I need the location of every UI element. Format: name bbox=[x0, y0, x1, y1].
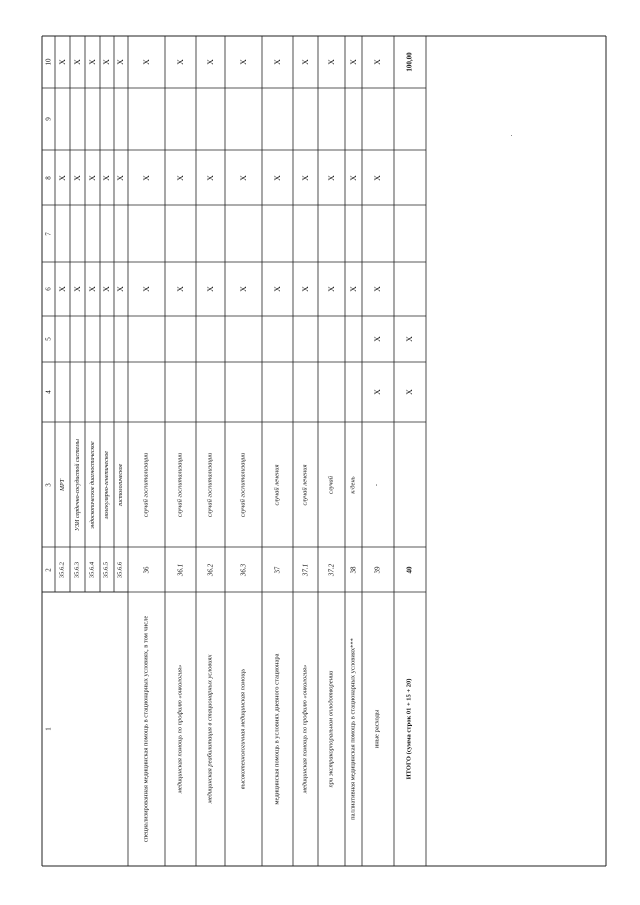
row-unit: случай лечения bbox=[273, 463, 281, 506]
row-col5-mark: Х bbox=[404, 336, 414, 342]
column-header-4: 4 bbox=[43, 390, 52, 394]
row-col8-mark: Х bbox=[141, 174, 151, 181]
subrow-col6-mark: Х bbox=[72, 286, 82, 292]
row-label: паллиативная медицинская помощь в стационарных условиях*** bbox=[349, 638, 357, 820]
row-col6-mark: Х bbox=[300, 286, 310, 292]
row-col6-mark: Х bbox=[238, 286, 248, 292]
row-col10-value: 100,00 bbox=[405, 52, 414, 72]
row-col6-mark: Х bbox=[272, 286, 282, 292]
row-label: ИТОГО (сумма строк 01 + 15 + 20) bbox=[405, 678, 413, 780]
row-col8-mark: Х bbox=[348, 174, 358, 181]
row-unit: случай лечения bbox=[301, 463, 309, 506]
column-header-2: 2 bbox=[43, 567, 52, 572]
row-col10-value: Х bbox=[175, 59, 185, 65]
column-header-10: 10 bbox=[43, 58, 52, 66]
row-col4-mark bbox=[345, 362, 362, 422]
row-col10-value: Х bbox=[300, 59, 310, 65]
subrow-name: эндоскопическое диагностическое bbox=[89, 440, 96, 529]
row-col5-mark bbox=[345, 316, 362, 362]
row-label: медицинская реабилитация в стационарных условиях bbox=[206, 654, 214, 804]
subrow-col10-mark: Х bbox=[57, 59, 67, 65]
subrow-col8-mark: Х bbox=[101, 174, 111, 181]
row-col10-value: Х bbox=[326, 59, 336, 65]
row-label: медицинская помощь в условиях дневного стационара bbox=[273, 653, 281, 805]
subrow-name: молекулярно-генетическое bbox=[103, 450, 110, 519]
row-number: 38 bbox=[348, 566, 357, 573]
subrow-col6-mark: Х bbox=[101, 286, 111, 292]
subrow-col6-mark: Х bbox=[115, 286, 125, 292]
row-label: специализированная медицинская помощь в стационарных условиях, в том числе bbox=[142, 615, 150, 843]
row-col8-mark: Х bbox=[300, 174, 310, 181]
row-col5-mark bbox=[128, 316, 165, 362]
row-col6-mark: Х bbox=[348, 286, 358, 292]
row-unit: - bbox=[373, 483, 381, 486]
subrow-number: 35.6.3 bbox=[73, 561, 81, 578]
row-col10-value: Х bbox=[141, 59, 151, 65]
subrow-col6-mark: Х bbox=[87, 286, 97, 292]
subrow-col10-mark: Х bbox=[101, 59, 111, 65]
scan-speck bbox=[511, 135, 512, 136]
row-number: 37 bbox=[272, 566, 281, 573]
column-header-3: 3 bbox=[43, 482, 52, 487]
subrow-col10-mark: Х bbox=[72, 59, 82, 65]
subrow-col8-mark: Х bbox=[87, 174, 97, 181]
row-col6-mark: Х bbox=[372, 286, 382, 292]
row-col5-mark: Х bbox=[372, 336, 382, 342]
row-unit: к/день bbox=[349, 475, 357, 494]
row-col5-mark bbox=[293, 316, 318, 362]
row-col10-value: Х bbox=[372, 59, 382, 65]
row-col4-mark bbox=[318, 362, 345, 422]
subrow-name: гистологическое bbox=[117, 463, 124, 506]
subrow-col10-mark: Х bbox=[115, 59, 125, 65]
row-col8-mark: Х bbox=[326, 174, 336, 181]
row-number: 36.2 bbox=[205, 563, 214, 576]
subrow-col10-mark: Х bbox=[87, 59, 97, 65]
row-col4-mark bbox=[196, 362, 225, 422]
column-header-5: 5 bbox=[43, 337, 52, 341]
subrow-col8-mark: Х bbox=[115, 174, 125, 181]
column-header-6: 6 bbox=[43, 287, 52, 291]
row-unit: случай госпитализации bbox=[176, 452, 184, 517]
row-col4-mark: Х bbox=[372, 389, 382, 395]
row-number: 36.3 bbox=[238, 563, 247, 576]
subrow-col6-mark: Х bbox=[57, 286, 67, 292]
column-header-8: 8 bbox=[43, 175, 52, 180]
row-number: 39 bbox=[373, 566, 382, 573]
row-col10-value: Х bbox=[205, 59, 215, 65]
row-number: 37.2 bbox=[326, 563, 335, 576]
subrow-number: 35.6.4 bbox=[88, 561, 96, 578]
row-label: при экстракорпоральном оплодотворении bbox=[327, 670, 335, 788]
row-col8-mark: Х bbox=[205, 174, 215, 181]
row-label: иные расходы bbox=[373, 709, 381, 749]
row-col6-mark: Х bbox=[175, 286, 185, 292]
column-header-1: 1 bbox=[43, 727, 52, 731]
row-col4-mark bbox=[225, 362, 262, 422]
row-unit: случай госпитализации bbox=[239, 452, 247, 517]
row-label: медицинская помощь по профилю «онкология» bbox=[301, 664, 309, 794]
row-col8-mark: Х bbox=[272, 174, 282, 181]
row-col10-value: Х bbox=[348, 59, 358, 65]
row-label: высокотехнологичная медицинская помощь bbox=[239, 668, 247, 790]
subrow-name: УЗИ сердечно-сосудистой системы bbox=[74, 438, 81, 531]
row-col10-value: Х bbox=[272, 59, 282, 65]
row-number: 40 bbox=[405, 566, 414, 573]
subrow-name: МРТ bbox=[59, 478, 66, 491]
row-unit: случай bbox=[327, 475, 335, 494]
row-col4-mark bbox=[165, 362, 196, 422]
row-col5-mark bbox=[262, 316, 293, 362]
row-col8-mark: Х bbox=[238, 174, 248, 181]
row-col8-mark bbox=[394, 150, 426, 205]
subrow-number: 35.6.6 bbox=[116, 561, 124, 578]
row-number: 36 bbox=[141, 566, 150, 573]
row-number: 36.1 bbox=[175, 563, 184, 576]
row-col6-mark: Х bbox=[205, 286, 215, 292]
row-col8-mark: Х bbox=[372, 174, 382, 181]
subrow-number: 35.6.5 bbox=[102, 561, 110, 578]
column-header-7: 7 bbox=[43, 231, 52, 236]
row-col5-mark bbox=[225, 316, 262, 362]
column-header-9: 9 bbox=[43, 117, 52, 121]
subrow-col8-mark: Х bbox=[72, 174, 82, 181]
row-unit: случай госпитализации bbox=[206, 452, 214, 517]
row-col4-mark: Х bbox=[404, 389, 414, 395]
row-col6-mark bbox=[394, 262, 426, 316]
row-col5-mark bbox=[165, 316, 196, 362]
row-unit: случай госпитализации bbox=[142, 452, 150, 517]
subrow-col8-mark: Х bbox=[57, 174, 67, 181]
row-col5-mark bbox=[318, 316, 345, 362]
row-unit bbox=[394, 422, 426, 547]
row-number: 37.1 bbox=[300, 563, 309, 576]
row-col4-mark bbox=[293, 362, 318, 422]
row-col10-value: Х bbox=[238, 59, 248, 65]
row-col6-mark: Х bbox=[326, 286, 336, 292]
row-label: медицинская помощь по профилю «онкология» bbox=[176, 664, 184, 794]
subrow-number: 35.6.2 bbox=[58, 561, 66, 578]
row-col8-mark: Х bbox=[175, 174, 185, 181]
row-col6-mark: Х bbox=[141, 286, 151, 292]
row-col5-mark bbox=[196, 316, 225, 362]
row-col4-mark bbox=[128, 362, 165, 422]
row-col4-mark bbox=[262, 362, 293, 422]
